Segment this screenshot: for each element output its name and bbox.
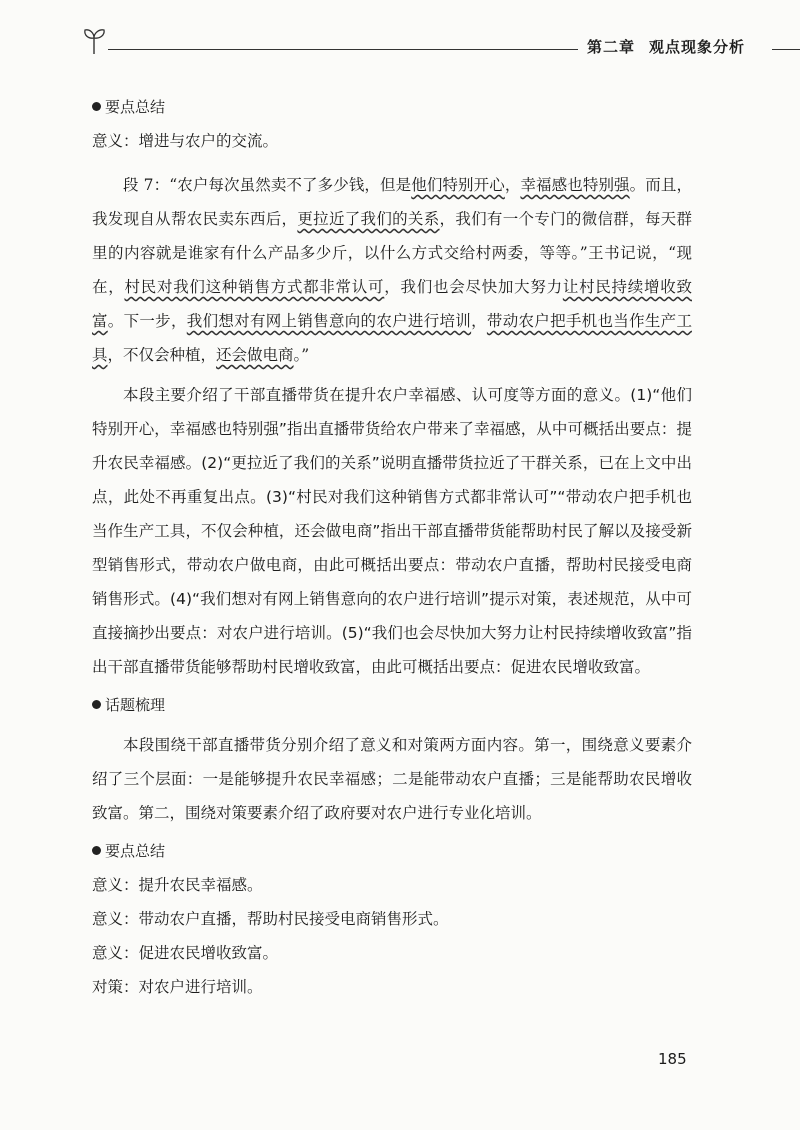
- sprout-icon: [82, 26, 108, 56]
- section-heading-summary-2: 要点总结: [92, 840, 692, 862]
- summary-item: 意义：带动农户直播，帮助村民接受电商销售形式。: [92, 910, 449, 928]
- summary-item: 意义：促进农民增收致富。: [92, 944, 279, 962]
- section-heading-topic: 话题梳理: [92, 694, 692, 716]
- summary-item: 对策：对农户进行培训。: [92, 978, 263, 996]
- underlined-phrase: 还会做电商: [216, 346, 294, 364]
- chapter-number: 第二章: [587, 38, 636, 56]
- page-header: [82, 26, 772, 56]
- page-content: [92, 96, 692, 1010]
- header-rule-right: [772, 49, 800, 50]
- bullet-dot-icon: [92, 846, 101, 855]
- header-rule-left: [108, 49, 578, 50]
- underlined-phrase: 村民对我们这种销售方式都非常认可: [124, 278, 385, 296]
- bullet-dot-icon: [92, 700, 101, 709]
- quote-paragraph: 段 7：“农户每次虽然卖不了多少钱，但是他们特别开心，幸福感也特别强。而且，我发现自从帮农民卖东西后，更拉近了我们的关系，我们有一个专门的微信群，每天群里的内容就是谁家有什么产品多少斤，以什么方式交给村两委，等等。”王书记说，“现在，村民对我们这种销售方式都非常认可，我们也会尽快加大努力让村民持续增收致富。下一步，我们想对有网上销售意向的农户进行培训，带动农户把手机也当作生产工具，不仅会种植，还会做电商。”: [92, 176, 692, 364]
- chapter-title: [587, 36, 745, 57]
- underlined-phrase: 让村民持续增收致富: [92, 278, 692, 330]
- analysis-paragraph: 本段主要介绍了干部直播带货在提升农户幸福感、认可度等方面的意义。(1)“他们特别开心，幸福感也特别强”指出直播带货给农户带来了幸福感，从中可概括出要点：提升农民幸福感。(2)“更拉近了我们的关系”说明直播带货拉近了干群关系，已在上文中出点，此处不再重复出点。(3)“村民对我们这种销售方式都非常认可”“带动农户把手机也当作生产工具，不仅会种植，还会做电商”指出干部直播带货能帮助村民了解以及接受新型销售形式，带动农户做电商，由此可概括出要点：带动农户直播，帮助村民接受电商销售形式。(4)“我们想对有网上销售意向的农户进行培训”提示对策，表述规范，从中可直接摘抄出要点：对农户进行培训。(5)“我们也会尽快加大努力让村民持续增收致富”指出干部直播带货能够帮助村民增收致富，由此可概括出要点：促进农民增收致富。: [92, 386, 692, 676]
- topic-paragraph: 本段围绕干部直播带货分别介绍了意义和对策两方面内容。第一，围绕意义要素介绍了三个层面：一是能够提升农民幸福感；二是能带动农户直播；三是能帮助农民增收致富。第二，围绕对策要素介绍了政府要对农户进行专业化培训。: [92, 736, 692, 822]
- page-number: 185: [658, 1050, 687, 1068]
- chapter-name: 观点现象分析: [649, 38, 746, 56]
- bullet-dot-icon: [92, 102, 101, 111]
- underlined-phrase: 带动农户把手机也当作生产工具: [92, 312, 692, 364]
- meaning-line: 意义：增进与农户的交流。: [92, 132, 279, 150]
- underlined-phrase: 他们特别开心: [411, 176, 505, 194]
- underlined-phrase: 我们想对有网上销售意向的农户进行培训: [186, 312, 472, 330]
- underlined-phrase: 更拉近了我们的关系: [297, 210, 440, 228]
- summary-item: 意义：提升农民幸福感。: [92, 876, 263, 894]
- underlined-phrase: 幸福感也特别强: [520, 176, 630, 194]
- section-heading-summary-1: 要点总结: [92, 96, 692, 118]
